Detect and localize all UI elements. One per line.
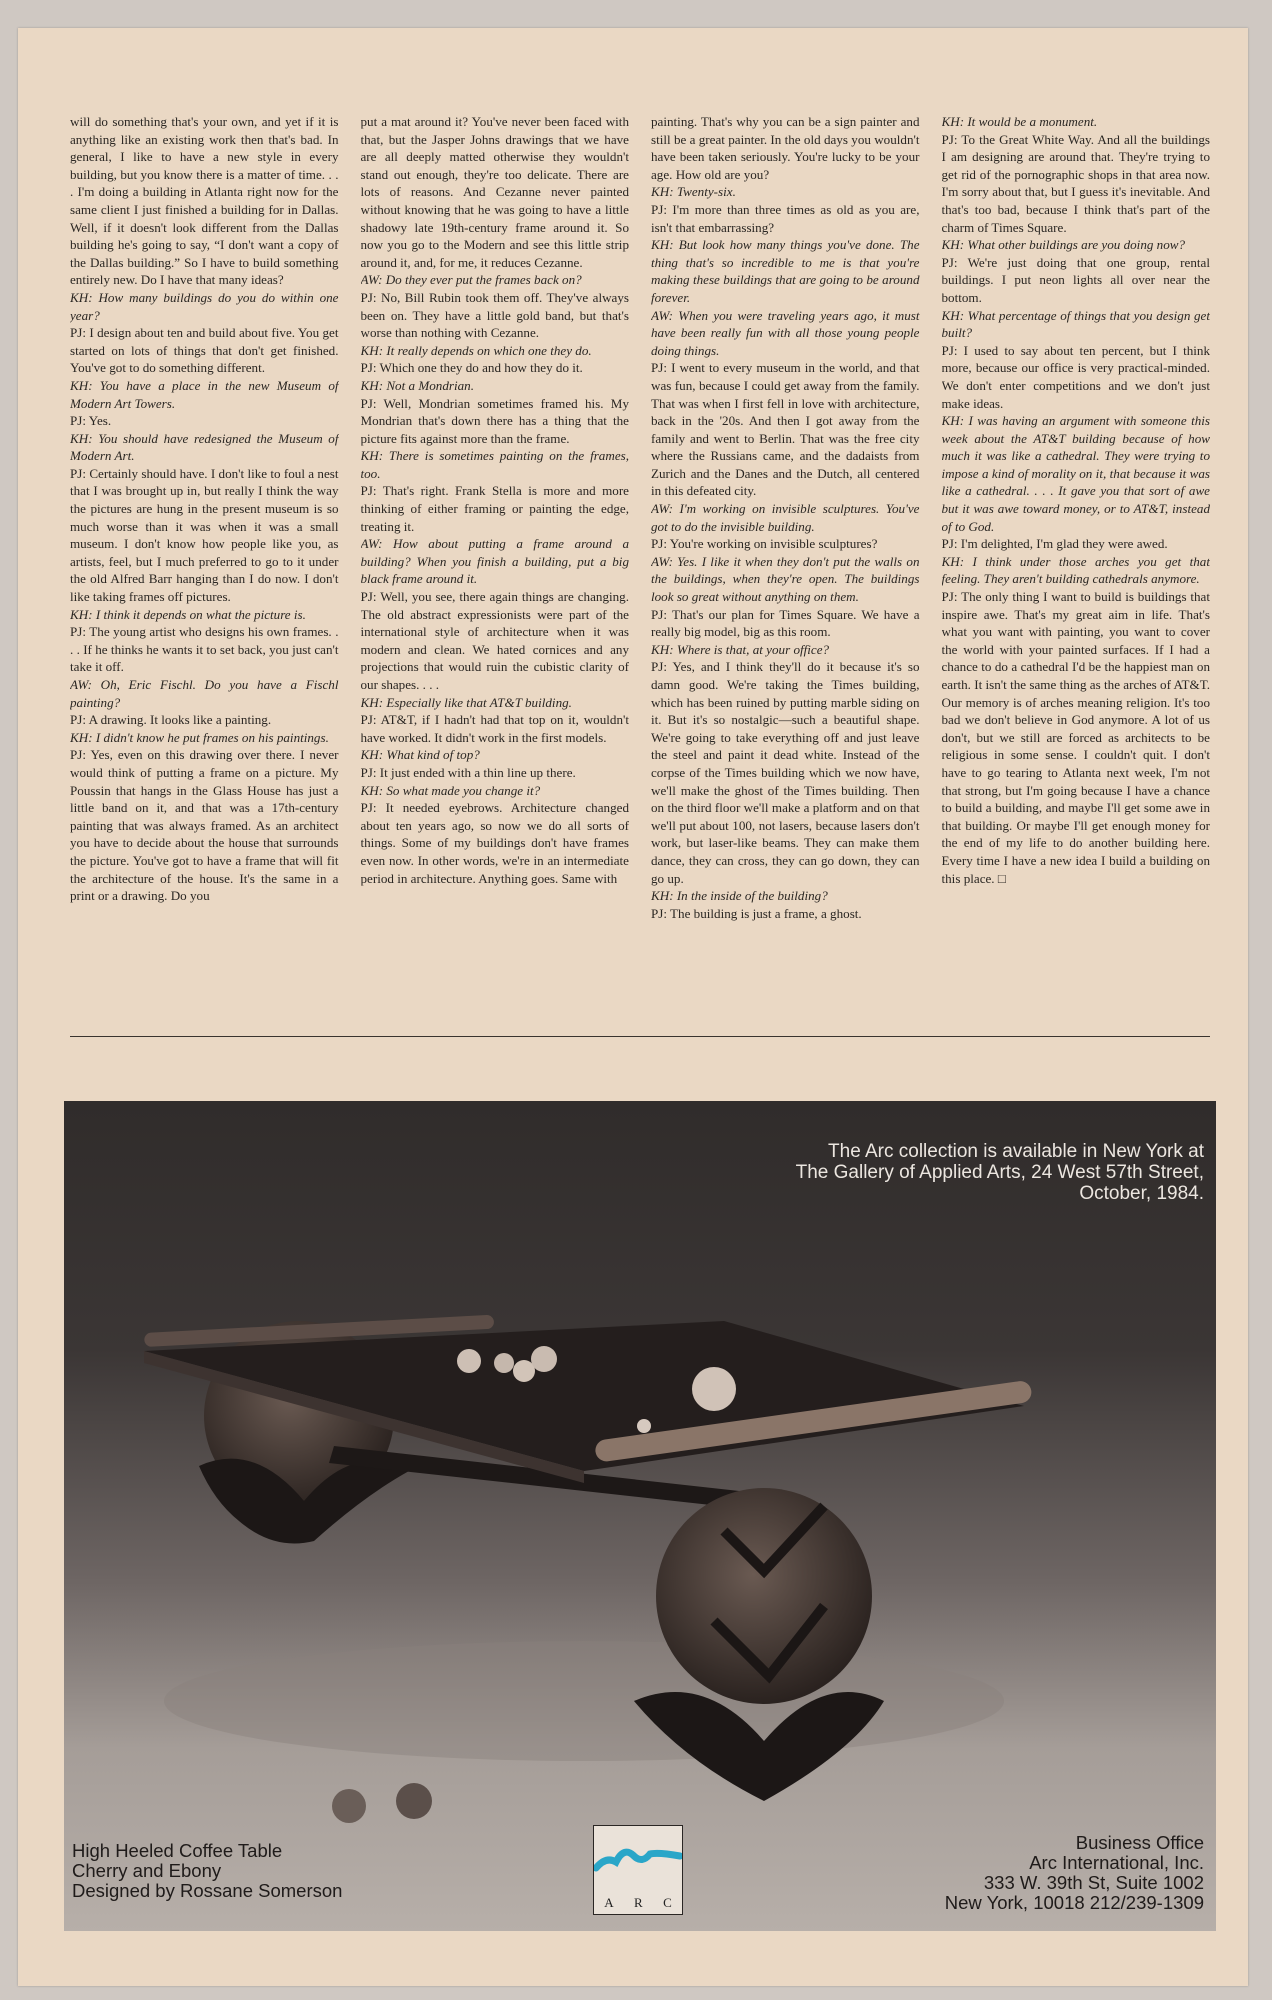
interview-answer: PJ: A drawing. It looks like a painting. [70,712,272,728]
interview-question: KH: It would be a monument. [941,114,1098,129]
interview-question: KH: You should have redesigned the Museum of Modern Art. [70,430,339,464]
interview-question: KH: There is sometimes painting on the frames, too. [360,448,629,481]
caption-line: Designed by Rossane Somerson [72,1880,343,1901]
arc-logo [593,1825,683,1915]
logo-letter: R [634,1895,643,1910]
text-column-1 [70,113,339,1028]
interview-answer: PJ: I'm more than three times as old as you are, isn't that embarrassing? [651,201,920,235]
logo-letters [594,1895,682,1911]
interview-question: KH: So what made you change it? [360,782,541,798]
interview-question: KH: It really depends on which one they do. [360,342,592,358]
interview-text [70,113,1210,1028]
interview-question: KH: What kind of top? [360,747,480,763]
interview-question: AW: When you were traveling years ago, it must have been really fun with all those young people doing things. [651,307,920,358]
text-column-2 [361,113,630,1028]
product-caption [72,1841,342,1901]
interview-answer: PJ: No, Bill Rubin took them off. They've always been on. They have a little gold band, but that's worse than nothing with Cezanne. [360,289,629,341]
interview-question: AW: I'm working on invisible sculptures. You've got to do the invisible building. [651,501,920,534]
interview-answer: will do something that's your own, and yet if it is anything like an existing work then that's bad. In general, I like to have a new style in every building, but you know there is a matter of time. . . . I'm doing a building in Atlanta right now for the same client I just finished a building for in Dallas. Well, if it doesn't look different from the Dallas building he's going to say, “I don't want a copy of the Dallas building.” So I have to build something entirely new. Do I have that many ideas? [70,114,339,288]
interview-question: KH: I think it depends on what the picture is. [70,606,306,622]
interview-answer: PJ: That's our plan for Times Square. We have a really big model, big as this room. [651,606,920,640]
interview-answer: painting. That's why you can be a sign painter and still be a great painter. In the old days you wouldn't have been taken seriously. You're lucky to be your age. How old are you? [651,114,920,182]
interview-answer: PJ: I used to say about ten percent, but I think more, because our office is very practical-minded. We don't enter competitions and we don't just make ideas. [941,342,1210,411]
interview-answer: PJ: That's right. Frank Stella is more and more thinking of either framing or painting the edge, treating it. [360,483,629,534]
interview-question: KH: In the inside of the building? [651,888,828,904]
interview-question: KH: But look how many things you've done. The thing that's so incredible to me is that you're making these buildings that are going to be around forever. [651,237,920,305]
interview-question: KH: I didn't know he put frames on his paintings. [70,729,329,745]
availability-line: The Arc collection is available in New York at [828,1141,1204,1162]
caption-line: Cherry and Ebony [72,1860,222,1881]
interview-question: AW: Yes. I like it when they don't put the walls on the buildings, when they're open. The buildings look so great without anything on them. [651,553,920,605]
interview-answer: PJ: Yes, even on this drawing over there. I never would think of putting a frame on a picture. My Poussin that hangs in the Glass House has just a little band on it, and that was a 17th-century painting that was always framed. As an architect you have to decide about the house that surrounds the picture. You've got to have a frame that will fit the architecture of the house. It's the same in a print or a drawing. Do you [70,747,339,904]
interview-answer: PJ: The young artist who designs his own frames. . . . If he thinks he wants it to set back, you just can't take it off. [70,624,339,675]
office-line: 333 W. 39th St, Suite 1002 [983,1872,1204,1893]
coffee-table-photo [64,1101,1216,1931]
interview-question: KH: Where is that, at your office? [651,641,830,657]
interview-question: AW: Oh, Eric Fischl. Do you have a Fischl painting? [70,677,339,710]
interview-question: KH: How many buildings do you do within one year? [70,289,339,323]
interview-question: KH: Not a Mondrian. [360,377,474,393]
interview-answer: PJ: The only thing I want to build is buildings that inspire awe. That's my great aim in life. That's what you want with painting, you want to cover the world with your painted surfaces. If I had a chance to do a cathedral I'd be the happiest man on earth. It isn't the same thing as the arches of AT&T. Our memory is of arches meaning religion. It's too bad we don't believe in God anymore. A lot of us don't, but we still are forced as architects to be religious in some sense. I couldn't quit. I don't have to go tearing to Atlanta next week, I'm not that strong, but I'm going because I have a chance to build a building, and maybe I'll get some awe in that building. Or maybe I'll get enough money for the end of my life to do another building here. Every time I have a new idea I build a building on this place. □ [941,589,1210,886]
text-column-4 [942,113,1211,1028]
logo-letter: A [604,1895,614,1910]
interview-answer: PJ: Well, Mondrian sometimes framed his. My Mondrian that's down there has a thing that the picture fits against more than the frame. [360,395,629,446]
interview-answer: PJ: To the Great White Way. And all the buildings I am designing are around that. They're trying to get rid of the pornographic shops in that area now. I'm sorry about that, but I guess it's inevitable. And that's too bad, because I think that's part of the charm of Times Square. [941,131,1210,235]
interview-answer: PJ: We're just doing that one group, rental buildings. I put neon lights all over near the bottom. [941,254,1210,305]
availability-notice [796,1141,1204,1204]
interview-answer: PJ: The building is just a frame, a ghost. [651,905,862,921]
interview-answer: PJ: It just ended with a thin line up there. [360,764,576,780]
text-column-3 [651,113,920,1028]
availability-line: October, 1984. [1079,1183,1204,1204]
interview-answer: PJ: Yes. [70,413,112,429]
interview-question: AW: How about putting a frame around a building? When you finish a building, put a big black frame around it. [360,536,629,587]
business-office-address [945,1833,1204,1913]
interview-answer: PJ: Certainly should have. I don't like to foul a nest that I was brought up in, but really I think the way the pictures are hung in the present museum is so much worse than it was when it was a small museum. I don't know how people like you, as artists, feel, but I much preferred to go to it under the old Alfred Barr hanging than I do now. I don't like taking frames off pictures. [70,465,339,605]
interview-answer: PJ: Yes, and I think they'll do it because it's so damn good. We're taking the Times building, which has been ruined by putting marble siding on it. But it's so nostalgic—such a beautiful shape. We're going to take everything off and just leave the steel and paint it dead white. Instead of the corpse of the Times building which we now have, we'll make the ghost of the Times building. Then on the third floor we'll make a platform and on that we'll put about 100, not lasers, because lasers don't work, but laser-like beams. They can make them dance, they can cross, they can go down, they can go up. [651,659,920,886]
arc-advertisement [64,1101,1216,1931]
interview-question: AW: Do they ever put the frames back on? [360,272,582,288]
office-line: Arc International, Inc. [1029,1852,1204,1873]
interview-question: KH: You have a place in the new Museum of Modern Art Towers. [70,377,339,411]
magazine-page [18,28,1248,1986]
office-line: Business Office [1075,1832,1204,1853]
office-line: New York, 10018 212/239-1309 [944,1892,1204,1913]
interview-answer: PJ: I'm delighted, I'm glad they were awed. [941,536,1168,552]
interview-answer: PJ: You're working on invisible sculptures? [651,536,878,552]
interview-question: KH: What percentage of things that you design get built? [941,307,1210,341]
interview-question: KH: What other buildings are you doing now? [941,237,1186,253]
swoosh-icon [594,1826,682,1886]
interview-answer: PJ: I design about ten and build about five. You get started on lots of things that don't get finished. You've got to do something different. [70,325,339,376]
caption-line: High Heeled Coffee Table [72,1840,283,1861]
section-divider [70,1036,1210,1037]
interview-question: KH: I think under those arches you get that feeling. They aren't building cathedrals anymore. [941,553,1210,587]
interview-question: KH: Especially like that AT&T building. [360,694,572,710]
availability-line: The Gallery of Applied Arts, 24 West 57th Street, [795,1162,1204,1183]
interview-answer: put a mat around it? You've never been faced with that, but the Jasper Johns drawings that we have are all deeply matted otherwise they wouldn't stand out enough, they're too delicate. There are lots of reasons. And Cezanne never painted without knowing that he was going to have a little shadowy late 19th-century frame around it. So now you go to the Modern and see this little strip around it, and, for me, it reduces Cezanne. [360,114,629,270]
interview-answer: PJ: Which one they do and how they do it. [360,360,583,376]
interview-answer: PJ: I went to every museum in the world, and that was fun, because I could get away from the family. That was when I first fell in love with architecture, back in the '20s. And then I got away from the family and went to Berlin. That was the free city where the Russians came, and the dadaists from Zurich and the Danes and the Dutch, all centered in this defeated city. [651,360,920,499]
interview-answer: PJ: AT&T, if I hadn't had that top on it, wouldn't have worked. It didn't work in the first models. [360,712,629,745]
logo-letter: C [663,1895,672,1910]
interview-question: KH: I was having an argument with someone this week about the AT&T building because of how much it was like a cathedral. They were trying to impose a kind of morality on it, that because it was like a cathedral. . . . It gave you that sort of awe but it was awe toward money, or to AT&T, instead of to God. [941,413,1210,534]
interview-answer: PJ: Well, you see, there again things are changing. The old abstract expressionists were part of the international style of architecture when it was modern and clean. We hated cornices and any projections that would ruin the cubistic clarity of our shapes. . . . [360,589,629,692]
interview-answer: PJ: It needed eyebrows. Architecture changed about ten years ago, so now we do all sorts of things. Some of my buildings don't have frames even now. In other words, we're in an intermediate period in architecture. Anything goes. Same with [360,800,629,886]
interview-question: KH: Twenty-six. [651,184,736,200]
